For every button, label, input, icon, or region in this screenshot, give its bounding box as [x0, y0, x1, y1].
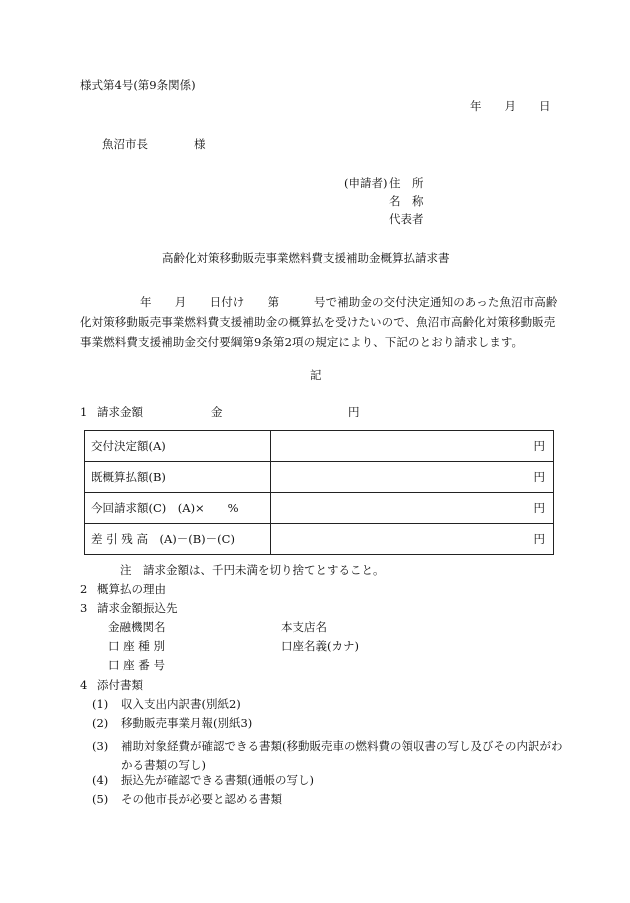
- account-number-label: 口 座 番 号: [108, 658, 165, 672]
- row-unit-current-request: 円: [271, 493, 554, 524]
- row-unit-prior-paid: 円: [271, 462, 554, 493]
- row-label-granted: 交付決定額(A): [85, 431, 271, 462]
- attachment-3: [92, 737, 567, 775]
- account-holder-label: 口座名義(カナ): [281, 639, 359, 653]
- attachment-3-text: 補助対象経費が確認できる書類(移動販売車の燃料費の領収書の写し及びその内訳がわかる書類の写し): [121, 739, 563, 772]
- attachment-4-num: (4): [92, 773, 109, 787]
- applicant-rep-label: 代表者: [389, 212, 424, 226]
- section1-number: 1: [80, 405, 88, 419]
- account-type-label: 口 座 種 別: [108, 639, 165, 653]
- applicant-address-label: 住 所: [389, 176, 424, 190]
- table-row: [85, 493, 554, 524]
- row-unit-balance: 円: [271, 524, 554, 555]
- section3-label: 請求金額振込先: [97, 601, 178, 615]
- attachment-4-text: 振込先が確認できる書類(通帳の写し): [121, 773, 314, 787]
- section1-label: 請求金額: [97, 405, 143, 419]
- table-row: [85, 462, 554, 493]
- section1-kin: 金: [211, 405, 223, 419]
- table-row: [85, 524, 554, 555]
- row-label-balance: 差 引 残 高 (A)－(B)－(C): [85, 524, 271, 555]
- row-unit-granted: 円: [271, 431, 554, 462]
- section1-yen: 円: [348, 405, 360, 419]
- addressee: 魚沼市長 様: [102, 137, 206, 151]
- branch-name-label: 本支店名: [281, 620, 327, 634]
- applicant-name-label: 名 称: [389, 194, 424, 208]
- attachment-1-text: 収入支出内訳書(別紙2): [121, 697, 241, 711]
- attachment-1-num: (1): [92, 697, 109, 711]
- date-line: 年 月 日: [470, 99, 551, 113]
- attachment-5-num: (5): [92, 792, 109, 806]
- section2-number: 2: [80, 582, 88, 596]
- section4-number: 4: [80, 678, 88, 692]
- section3-number: 3: [80, 601, 88, 615]
- row-label-prior-paid: 既概算払額(B): [85, 462, 271, 493]
- table-row: [85, 431, 554, 462]
- attachment-5-text: その他市長が必要と認める書類: [121, 792, 282, 806]
- ki-marker: 記: [310, 368, 322, 382]
- document-title: 高齢化対策移動販売事業燃料費支援補助金概算払請求書: [162, 251, 450, 265]
- section4-label: 添付書類: [97, 678, 143, 692]
- request-body-text: 年 月 日付け 第 号で補助金の交付決定通知のあった魚沼市高齢化対策移動販売事業燃料費支援補助金の概算払を受けたいので、魚沼市高齢化対策移動販売事業燃料費支援補助金交付要綱第9条第2項の規定により、下記のとおり請求します。: [80, 295, 558, 349]
- applicant-role: (申請者): [344, 176, 388, 190]
- attachment-3-num: (3): [92, 739, 109, 753]
- amount-table: [84, 430, 554, 555]
- attachment-2-num: (2): [92, 716, 109, 730]
- row-label-current-request: 今回請求額(C) (A)× %: [85, 493, 271, 524]
- attachment-2-text: 移動販売事業月報(別紙3): [121, 716, 253, 730]
- section2-label: 概算払の理由: [97, 582, 166, 596]
- section1-note: 注 請求金額は、千円未満を切り捨てとすること。: [120, 563, 385, 577]
- form-number: 様式第4号(第9条関係): [80, 78, 196, 92]
- bank-name-label: 金融機関名: [108, 620, 166, 634]
